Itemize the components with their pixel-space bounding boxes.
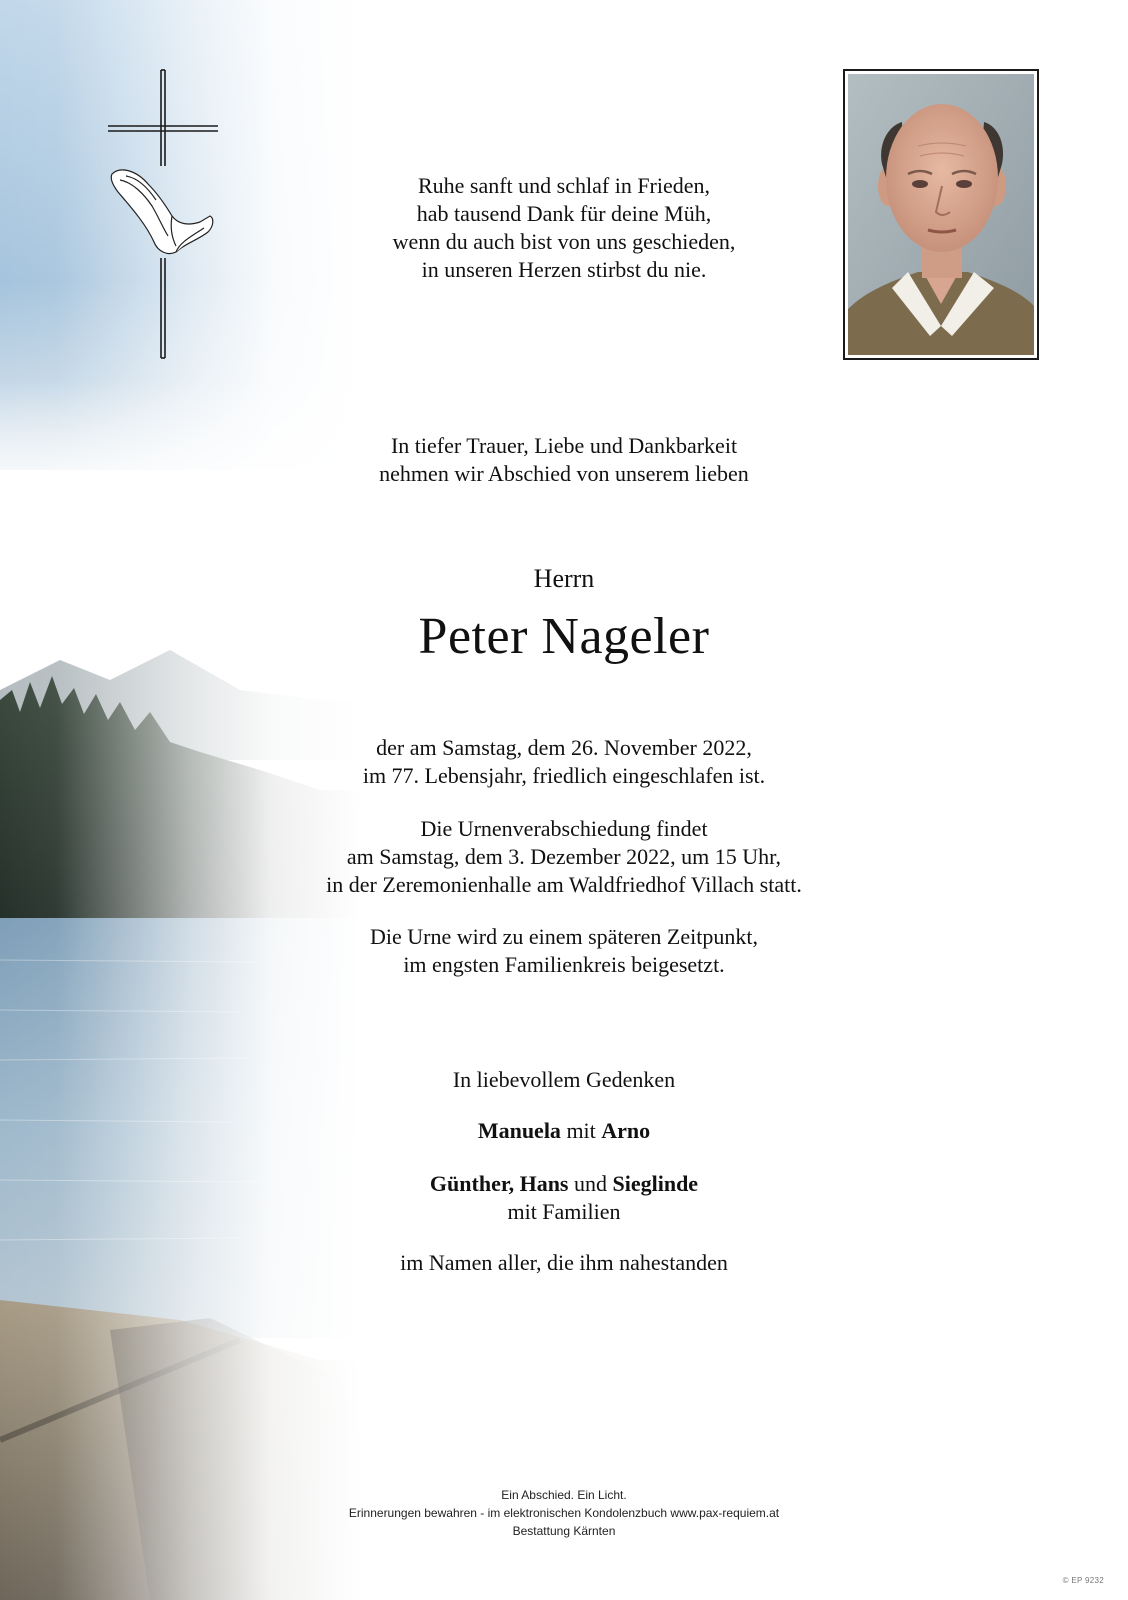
verse-line: hab tausend Dank für deine Müh,: [416, 201, 712, 226]
burial-line-1: Die Urne wird zu einem späteren Zeitpunkt,: [370, 924, 758, 949]
portrait-image: [848, 74, 1034, 355]
mourner-name: Günther, Hans: [429, 1171, 569, 1196]
death-info-line-2: im 77. Lebensjahr, friedlich eingeschlafen ist.: [362, 763, 766, 788]
burial-info: [164, 923, 964, 979]
mourner-group-2-line-2: mit Familien: [507, 1199, 621, 1224]
mourner-connector: mit: [560, 1118, 602, 1143]
mourning-intro: [164, 432, 964, 488]
ceremony-line-1: Die Urnenverabschiedung findet: [420, 816, 708, 841]
template-code: © EP 9232: [1062, 1576, 1104, 1585]
memorial-verse: [314, 172, 814, 284]
footer-tagline: Ein Abschied. Ein Licht.: [501, 1488, 627, 1502]
ceremony-line-2: am Samstag, dem 3. Dezember 2022, um 15 Uhr,: [346, 844, 782, 869]
salutation: Herrn: [533, 564, 595, 593]
mourner-name: Arno: [601, 1118, 651, 1143]
footer-condolence-link: Erinnerungen bewahren - im elektronischen Kondolenzbuch www.pax-requiem.at: [348, 1506, 780, 1520]
cross-with-praying-hands-icon: [100, 66, 220, 362]
intro-line-1: In tiefer Trauer, Liebe und Dankbarkeit: [390, 433, 738, 458]
intro-line-2: nehmen wir Abschied von unserem lieben: [379, 461, 749, 486]
mourner-group-1: [164, 1117, 964, 1145]
burial-line-2: im engsten Familienkreis beigesetzt.: [403, 952, 725, 977]
portrait-photo: [843, 69, 1039, 360]
death-info-line-1: der am Samstag, dem 26. November 2022,: [376, 735, 752, 760]
verse-line: Ruhe sanft und schlaf in Frieden,: [417, 173, 711, 198]
verse-line: wenn du auch bist von uns geschieden,: [392, 229, 736, 254]
footer: [264, 1486, 864, 1540]
mourner-group-1-line: [164, 1117, 964, 1145]
mourner-name: Sieglinde: [612, 1171, 699, 1196]
footer-undertaker: Bestattung Kärnten: [512, 1524, 616, 1538]
verse-line: in unseren Herzen stirbst du nie.: [421, 257, 707, 282]
ceremony-info: [164, 815, 964, 899]
mourner-connector: und: [568, 1171, 613, 1196]
deceased-name: Peter Nageler: [418, 608, 710, 665]
mourner-group-2-line-1: [164, 1170, 964, 1198]
closing-line: im Namen aller, die ihm nahestanden: [400, 1250, 728, 1275]
mourner-group-2: [164, 1170, 964, 1226]
ceremony-line-3: in der Zeremonienhalle am Waldfriedhof Villach statt.: [326, 872, 802, 897]
mourner-name: Manuela: [477, 1118, 561, 1143]
death-info: [164, 734, 964, 790]
memory-heading: In liebevollem Gedenken: [452, 1067, 676, 1092]
